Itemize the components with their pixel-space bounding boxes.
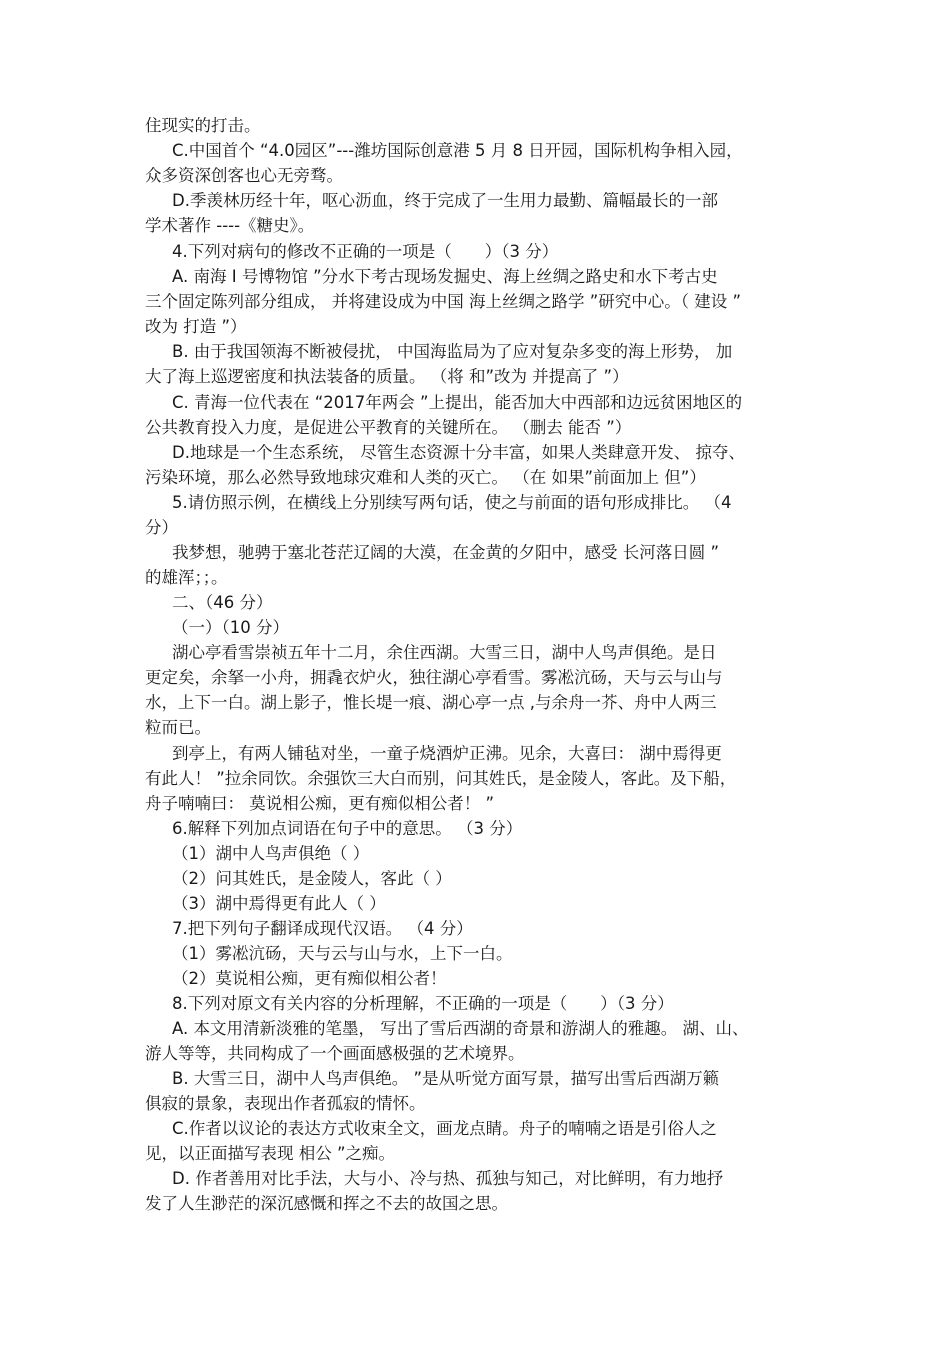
text-line: 的雄浑；；。 (145, 568, 228, 587)
text-line: （1）湖中人鸟声俱绝（ ） (172, 844, 370, 863)
text-line: B. 由于我国领海不断被侵扰， 中国海监局为了应对复杂多变的海上形势， 加 (172, 342, 733, 361)
text-line: 公共教育投入力度，是促进公平教育的关键所在。 （删去 能否 ”） (145, 418, 632, 437)
text-line: 到亭上，有两人铺毡对坐，一童子烧酒炉正沸。见余，大喜曰： 湖中焉得更 (172, 744, 722, 763)
text-line: 住现实的打击。 (145, 116, 261, 135)
text-line: 粒而已。 (145, 718, 211, 737)
text-line: 学术著作 ----《糖史》。 (145, 216, 315, 235)
text-line: 5.请仿照示例，在横线上分别续写两句话，使之与前面的语句形成排比。 （4 (172, 493, 732, 512)
text-line: 8.下列对原文有关内容的分析理解，不正确的一项是（ ）（3 分） (172, 994, 674, 1013)
text-line: （2）问其姓氏，是金陵人，客此（ ） (172, 869, 452, 888)
text-line: 有此人！ ”拉余同饮。余强饮三大白而别，问其姓氏，是金陵人，客此。及下船， (145, 769, 737, 788)
text-line: 更定矣，余拏一小舟，拥毳衣炉火，独往湖心亭看雪。雾凇沆砀，天与云与山与 (145, 668, 723, 687)
text-line: （2）莫说相公痴，更有痴似相公者！ (172, 969, 447, 988)
text-line: 三个固定陈列部分组成， 并将建设成为中国 海上丝绸之路学 ”研究中心。（ 建设 ” (145, 292, 742, 311)
text-line: D. 作者善用对比手法，大与小、冷与热、孤独与知己，对比鲜明，有力地抒 (172, 1169, 724, 1188)
text-line: 发了人生渺茫的深沉感慨和挥之不去的故国之思。 (145, 1194, 508, 1213)
text-line: C.作者以议论的表达方式收束全文，画龙点睛。舟子的喃喃之语是引俗人之 (172, 1119, 717, 1138)
text-line: （3）湖中焉得更有此人（ ） (172, 894, 386, 913)
text-line: 4.下列对病句的修改不正确的一项是（ ）（3 分） (172, 242, 559, 261)
text-line: （1）雾凇沆砀，天与云与山与水，上下一白。 (172, 944, 513, 963)
text-line: 游人等等，共同构成了一个画面感极强的艺术境界。 (145, 1044, 525, 1063)
text-line: 俱寂的景象，表现出作者孤寂的情怀。 (145, 1094, 426, 1113)
text-line: C. 青海一位代表在 “2017年两会 ”上提出，能否加大中西部和边远贫困地区的 (172, 393, 743, 412)
text-line: 我梦想，驰骋于塞北苍茫辽阔的大漠，在金黄的夕阳中，感受 长河落日圆 ” (172, 543, 720, 562)
text-line: A. 南海 Ⅰ 号博物馆 ”分水下考古现场发掘史、海上丝绸之路史和水下考古史 (172, 267, 718, 286)
text-line: D.季羡林历经十年，呕心沥血，终于完成了一生用力最勤、篇幅最长的一部 (172, 191, 718, 210)
text-line: 舟子喃喃曰： 莫说相公痴，更有痴似相公者！ ” (145, 794, 495, 813)
text-line: 见，以正面描写表现 相公 ”之痴。 (145, 1144, 396, 1163)
text-line: D.地球是一个生态系统， 尽管生态资源十分丰富，如果人类肆意开发、 掠夺、 (172, 443, 745, 462)
text-line: 污染环境，那么必然导致地球灾难和人类的灭亡。 （在 如果”前面加上 但”） (145, 468, 706, 487)
text-line: （一）（10 分） (172, 618, 289, 637)
text-line: 6.解释下列加点词语在句子中的意思。 （3 分） (172, 819, 523, 838)
text-line: A. 本文用清新淡雅的笔墨， 写出了雪后西湖的奇景和游湖人的雅趣。 湖、山、 (172, 1019, 749, 1038)
text-line: 大了海上巡逻密度和执法装备的质量。 （将 和”改为 并提高了 ”） (145, 367, 629, 386)
text-line: 7.把下列句子翻译成现代汉语。 （4 分） (172, 919, 473, 938)
text-line: 分） (145, 518, 178, 537)
text-line: C.中国首个 “4.0园区”---潍坊国际创意港 5 月 8 日开园，国际机构争相入园， (172, 141, 743, 160)
text-line: 湖心亭看雪崇祯五年十二月，余住西湖。大雪三日，湖中人鸟声俱绝。是日 (172, 643, 717, 662)
text-line: 改为 打造 ”） (145, 317, 247, 336)
text-line: 众多资深创客也心无旁骛。 (145, 166, 343, 185)
text-line: 二、（46 分） (172, 593, 273, 612)
text-line: 水，上下一白。湖上影子，惟长堤一痕、湖心亭一点 ,与余舟一芥、舟中人两三 (145, 693, 717, 712)
text-line: B. 大雪三日，湖中人鸟声俱绝。 ”是从听觉方面写景，描写出雪后西湖万籁 (172, 1069, 720, 1088)
